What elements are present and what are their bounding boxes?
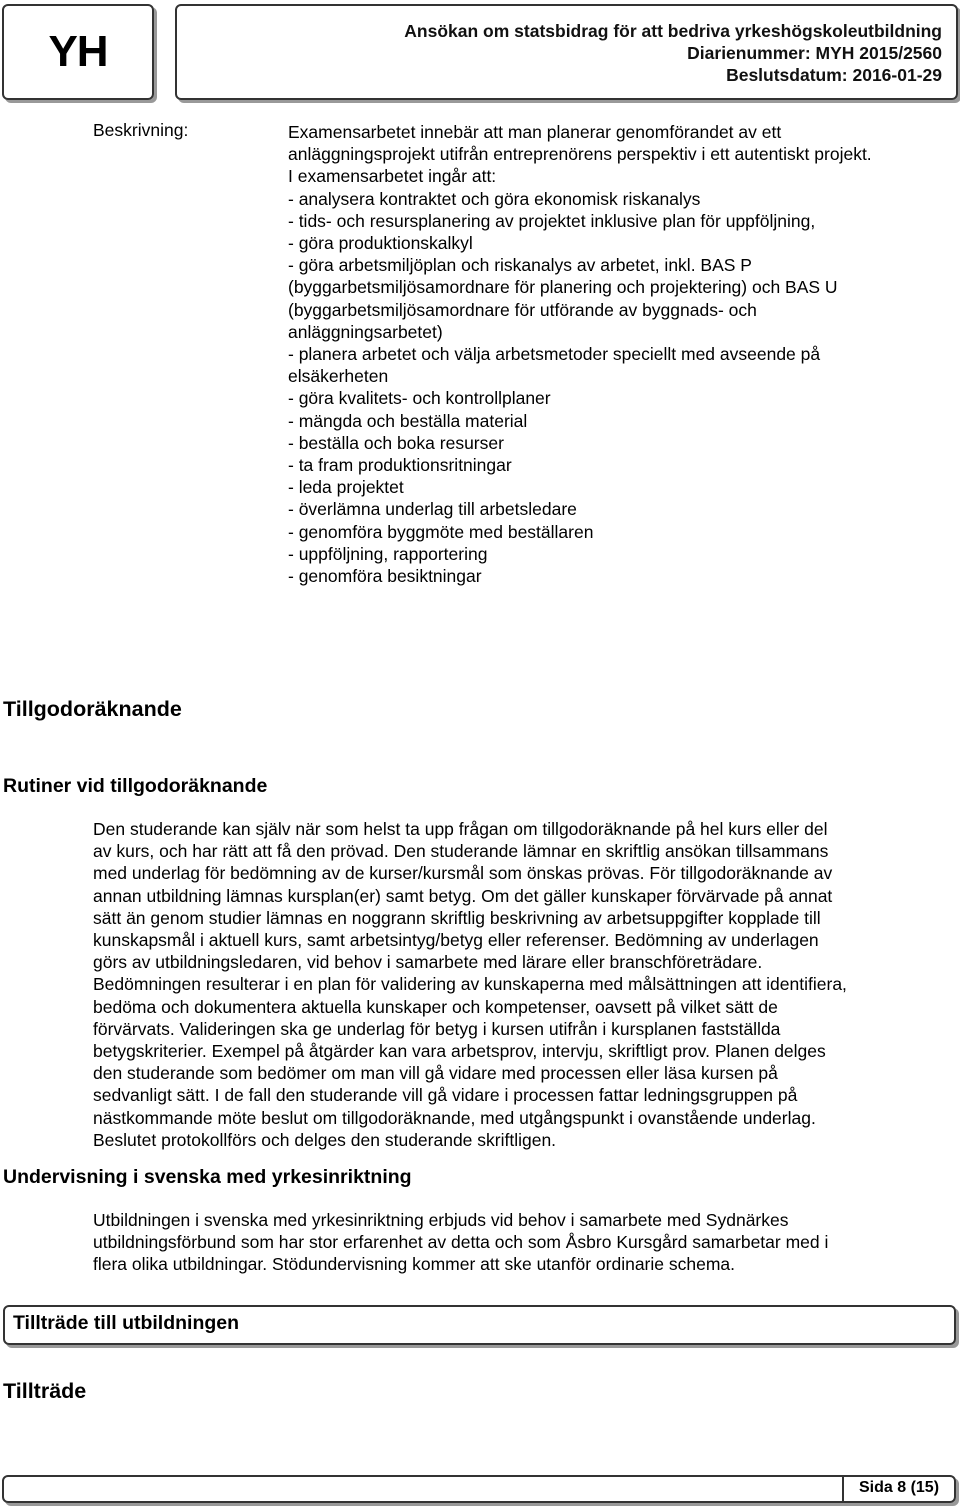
- text-line: nästkommande möte beslut om tillgodoräknande, med utgångspunkt i ovanstående underlag.: [93, 1107, 816, 1128]
- text-line: - leda projektet: [288, 477, 404, 498]
- text-line: - beställa och boka resurser: [288, 432, 504, 453]
- heading-tilltrade: Tillträde: [3, 1379, 87, 1403]
- description-text: [288, 121, 872, 587]
- text-line: - överlämna underlag till arbetsledare: [288, 499, 577, 520]
- text-line: kunskapsmål i aktuell kurs, samt arbetsintyg/betyg eller referenser. Bedömning av underlagen: [93, 930, 819, 951]
- yh-logo: YH: [2, 4, 154, 100]
- text-line: flera olika utbildningar. Stödundervisning kommer att ske utanför ordinarie schema.: [93, 1254, 736, 1275]
- text-line: Den studerande kan själv när som helst ta upp frågan om tillgodoräknande på hel kurs eller del: [93, 819, 828, 839]
- text-line: förvärvats. Valideringen ska ge underlag för betyg i kursen utifrån i kursplanen fastställda: [93, 1018, 781, 1039]
- text-line: sedvanligt sätt. I de fall den studerande vill gå vidare i processen fattar ledningsgruppen på: [93, 1085, 798, 1106]
- text-line: - planera arbetet och välja arbetsmetoder speciellt med avseende på: [288, 344, 821, 365]
- beslutsdatum: Beslutsdatum: 2016-01-29: [726, 65, 942, 85]
- document-title: Ansökan om statsbidrag för att bedriva yrkeshögskoleutbildning: [404, 21, 942, 41]
- page-number: Sida 8 (15): [842, 1475, 954, 1503]
- heading-rutiner: Rutiner vid tillgodoräknande: [3, 775, 268, 797]
- text-line: - göra produktionskalkyl: [288, 233, 473, 254]
- text-line: annan utbildning lämnas kursplan(er) samt betyg. Om det gäller kunskaper förvärvade på annat: [93, 885, 833, 906]
- heading-tillgodoraknande: Tillgodoräknande: [3, 697, 182, 721]
- text-line: utbildningsförbund som har stor erfarenhet av detta och som Åsbro Kursgård samarbetar med i: [93, 1232, 829, 1253]
- text-line: - ta fram produktionsritningar: [288, 455, 512, 476]
- text-line: av kurs, och har rätt att få den prövad. Den studerande lämnar en skriftlig ansökan tillsammans: [93, 841, 829, 862]
- description-label: Beskrivning:: [93, 120, 189, 140]
- text-line: - genomföra byggmöte med beställaren: [288, 521, 594, 542]
- text-line: Bedömningen resulterar i en plan för validering av kunskaperna med målsättningen att identifiera,: [93, 974, 847, 995]
- text-line: - analysera kontraktet och göra ekonomisk riskanalys: [288, 188, 701, 209]
- text-line: I examensarbetet ingår att:: [288, 166, 497, 187]
- tillgodo-text: [93, 818, 847, 1151]
- text-line: (byggarbetsmiljösamordnare för planering och projektering) och BAS U: [288, 277, 838, 298]
- svenska-text: [93, 1209, 828, 1276]
- text-line: med underlag för bedömning av de kurser/kursmål som önskas prövas. För tillgodoräknande av: [93, 863, 833, 884]
- text-line: elsäkerheten: [288, 366, 389, 387]
- text-line: - genomföra besiktningar: [288, 566, 482, 587]
- text-line: Utbildningen i svenska med yrkesinriktning erbjuds vid behov i samarbete med Sydnärkes: [93, 1210, 789, 1230]
- text-line: - uppföljning, rapportering: [288, 543, 488, 564]
- heading-svenska: Undervisning i svenska med yrkesinriktning: [3, 1166, 412, 1188]
- text-line: sätt än genom studier lämnas en noggrann skriftlig beskrivning av arbetsuppgifter kopplade till: [93, 907, 821, 928]
- text-line: bedöma och dokumentera aktuella kunskaper och kompetenser, oavsett på vilket sätt de: [93, 996, 778, 1017]
- footer: [2, 1475, 956, 1503]
- text-line: - mängda och beställa material: [288, 410, 528, 431]
- text-line: - göra arbetsmiljöplan och riskanalys av arbetet, inkl. BAS P: [288, 255, 752, 276]
- text-line: Beslutet protokollförs och delges den studerande skriftligen.: [93, 1129, 557, 1150]
- text-line: anläggningsarbetet): [288, 321, 443, 342]
- diarienummer: Diarienummer: MYH 2015/2560: [687, 43, 942, 63]
- text-line: den studerande som bedömer om man vill gå vidare med processen eller läsa kursen på: [93, 1063, 778, 1084]
- document-header: [175, 4, 958, 100]
- text-line: Examensarbetet innebär att man planerar genomförandet av ett: [288, 122, 782, 142]
- text-line: görs av utbildningsledaren, vid behov i samarbete med lärare eller branschföreträdare.: [93, 952, 763, 973]
- text-line: - göra kvalitets- och kontrollplaner: [288, 388, 551, 409]
- text-line: - tids- och resursplanering av projektet inklusive plan för uppföljning,: [288, 210, 816, 231]
- section-tilltrade-utbildningen: Tillträde till utbildningen: [3, 1305, 956, 1345]
- text-line: (byggarbetsmiljösamordnare för utförande av byggnads- och: [288, 299, 757, 320]
- text-line: betygskriterier. Exempel på åtgärder kan vara arbetsprov, intervju, skriftligt prov. Planen delges: [93, 1041, 826, 1062]
- text-line: anläggningsprojekt utifrån entreprenörens perspektiv i ett autentiskt projekt.: [288, 144, 872, 165]
